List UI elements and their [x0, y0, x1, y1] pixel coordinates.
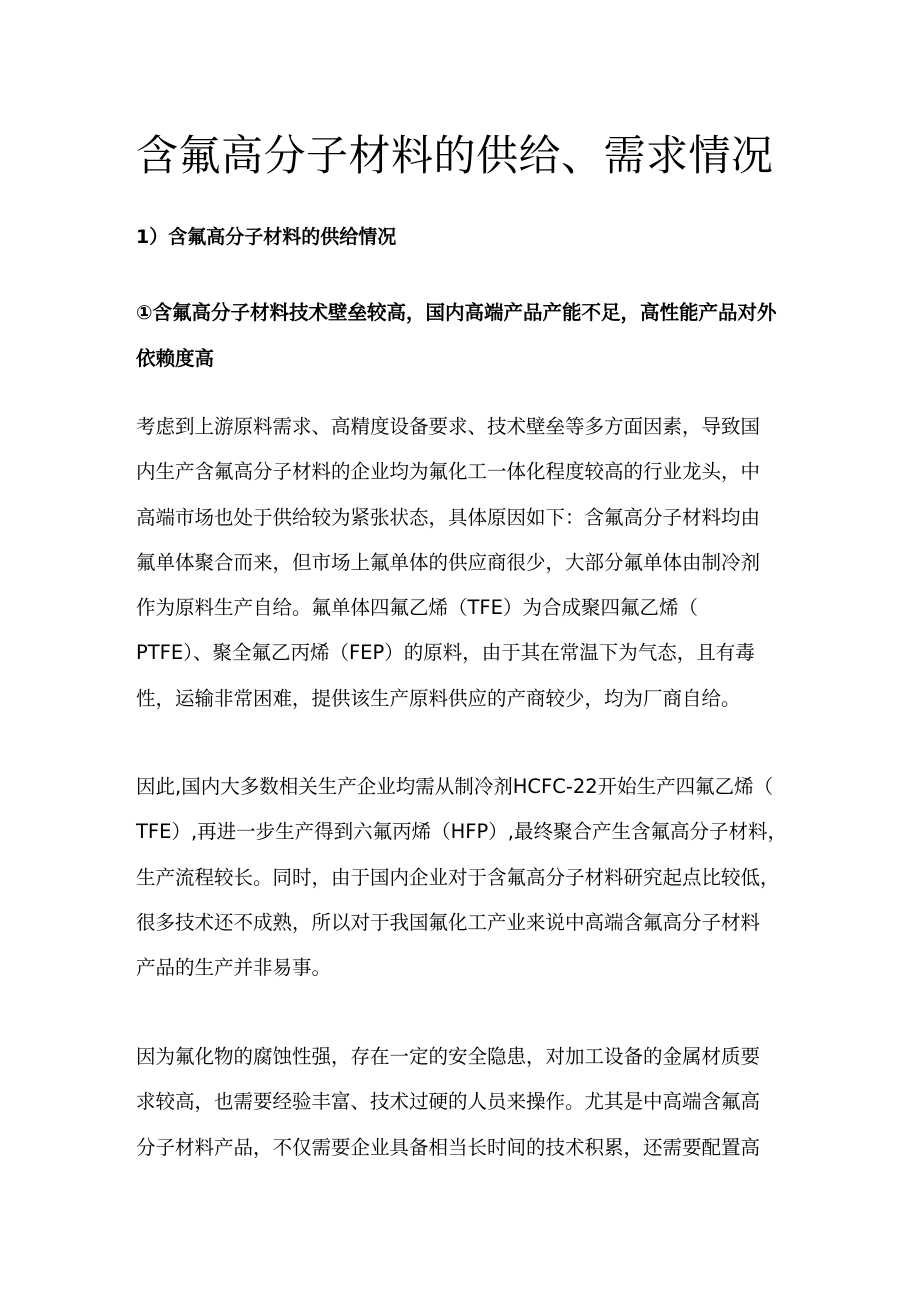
paragraph-line: PTFE）、聚全氟乙丙烯（FEP）的原料，由于其在常温下为气态，且有毒 [136, 641, 755, 665]
paragraph-production-process [136, 764, 786, 990]
paragraph-line: 作为原料生产自给。氟单体四氟乙烯（TFE）为合成聚四氟乙烯（ [136, 596, 698, 620]
subsection-heading: ①含氟高分子材料技术壁垒较高，国内高端产品产能不足，高性能产品对外依赖度高 [136, 301, 777, 370]
paragraph-line: 内生产含氟高分子材料的企业均为氟化工一体化程度较高的行业龙头，中 [136, 460, 761, 484]
paragraph-line: 高端市场也处于供给较为紧张状态，具体原因如下：含氟高分子材料均由 [136, 505, 761, 529]
paragraph-line: 考虑到上游原料需求、高精度设备要求、技术壁垒等多方面因素，导致国 [136, 415, 761, 438]
paragraph-equipment-requirements [136, 1034, 786, 1170]
paragraph-line: 性，运输非常困难，提供该生产原料供应的产商较少，均为厂商自给。 [136, 686, 741, 710]
paragraph-line: 很多技术还不成熟，所以对于我国氟化工产业来说中高端含氟高分子材料 [136, 910, 761, 934]
paragraph-line: 氟单体聚合而来，但市场上氟单体的供应商很少，大部分氟单体由制冷剂 [136, 550, 761, 574]
paragraph-line: 产品的生产并非易事。 [136, 956, 332, 980]
paragraph-supply-reasons [136, 404, 786, 721]
paragraph-line: 因为氟化物的腐蚀性强，存在一定的安全隐患，对加工设备的金属材质要 [136, 1045, 761, 1068]
paragraph-line: 分子材料产品，不仅需要企业具备相当长时间的技术积累，还需要配置高 [136, 1135, 761, 1159]
paragraph-line: TFE）,再进一步生产得到六氟丙烯（HFP）,最终聚合产生含氟高分子材料， [136, 820, 787, 844]
section-heading: 1）含氟高分子材料的供给情况 [136, 226, 397, 248]
paragraph-line: 生产流程较长。同时，由于国内企业对于含氟高分子材料研究起点比较低， [136, 865, 780, 889]
paragraph-line: 求较高，也需要经验丰富、技术过硬的人员来操作。尤其是中高端含氟高 [136, 1090, 761, 1114]
document-title: 含氟高分子材料的供给、需求情况 [136, 131, 774, 180]
paragraph-line: 因此,国内大多数相关生产企业均需从制冷剂HCFC-22开始生产四氟乙烯（ [136, 775, 774, 798]
